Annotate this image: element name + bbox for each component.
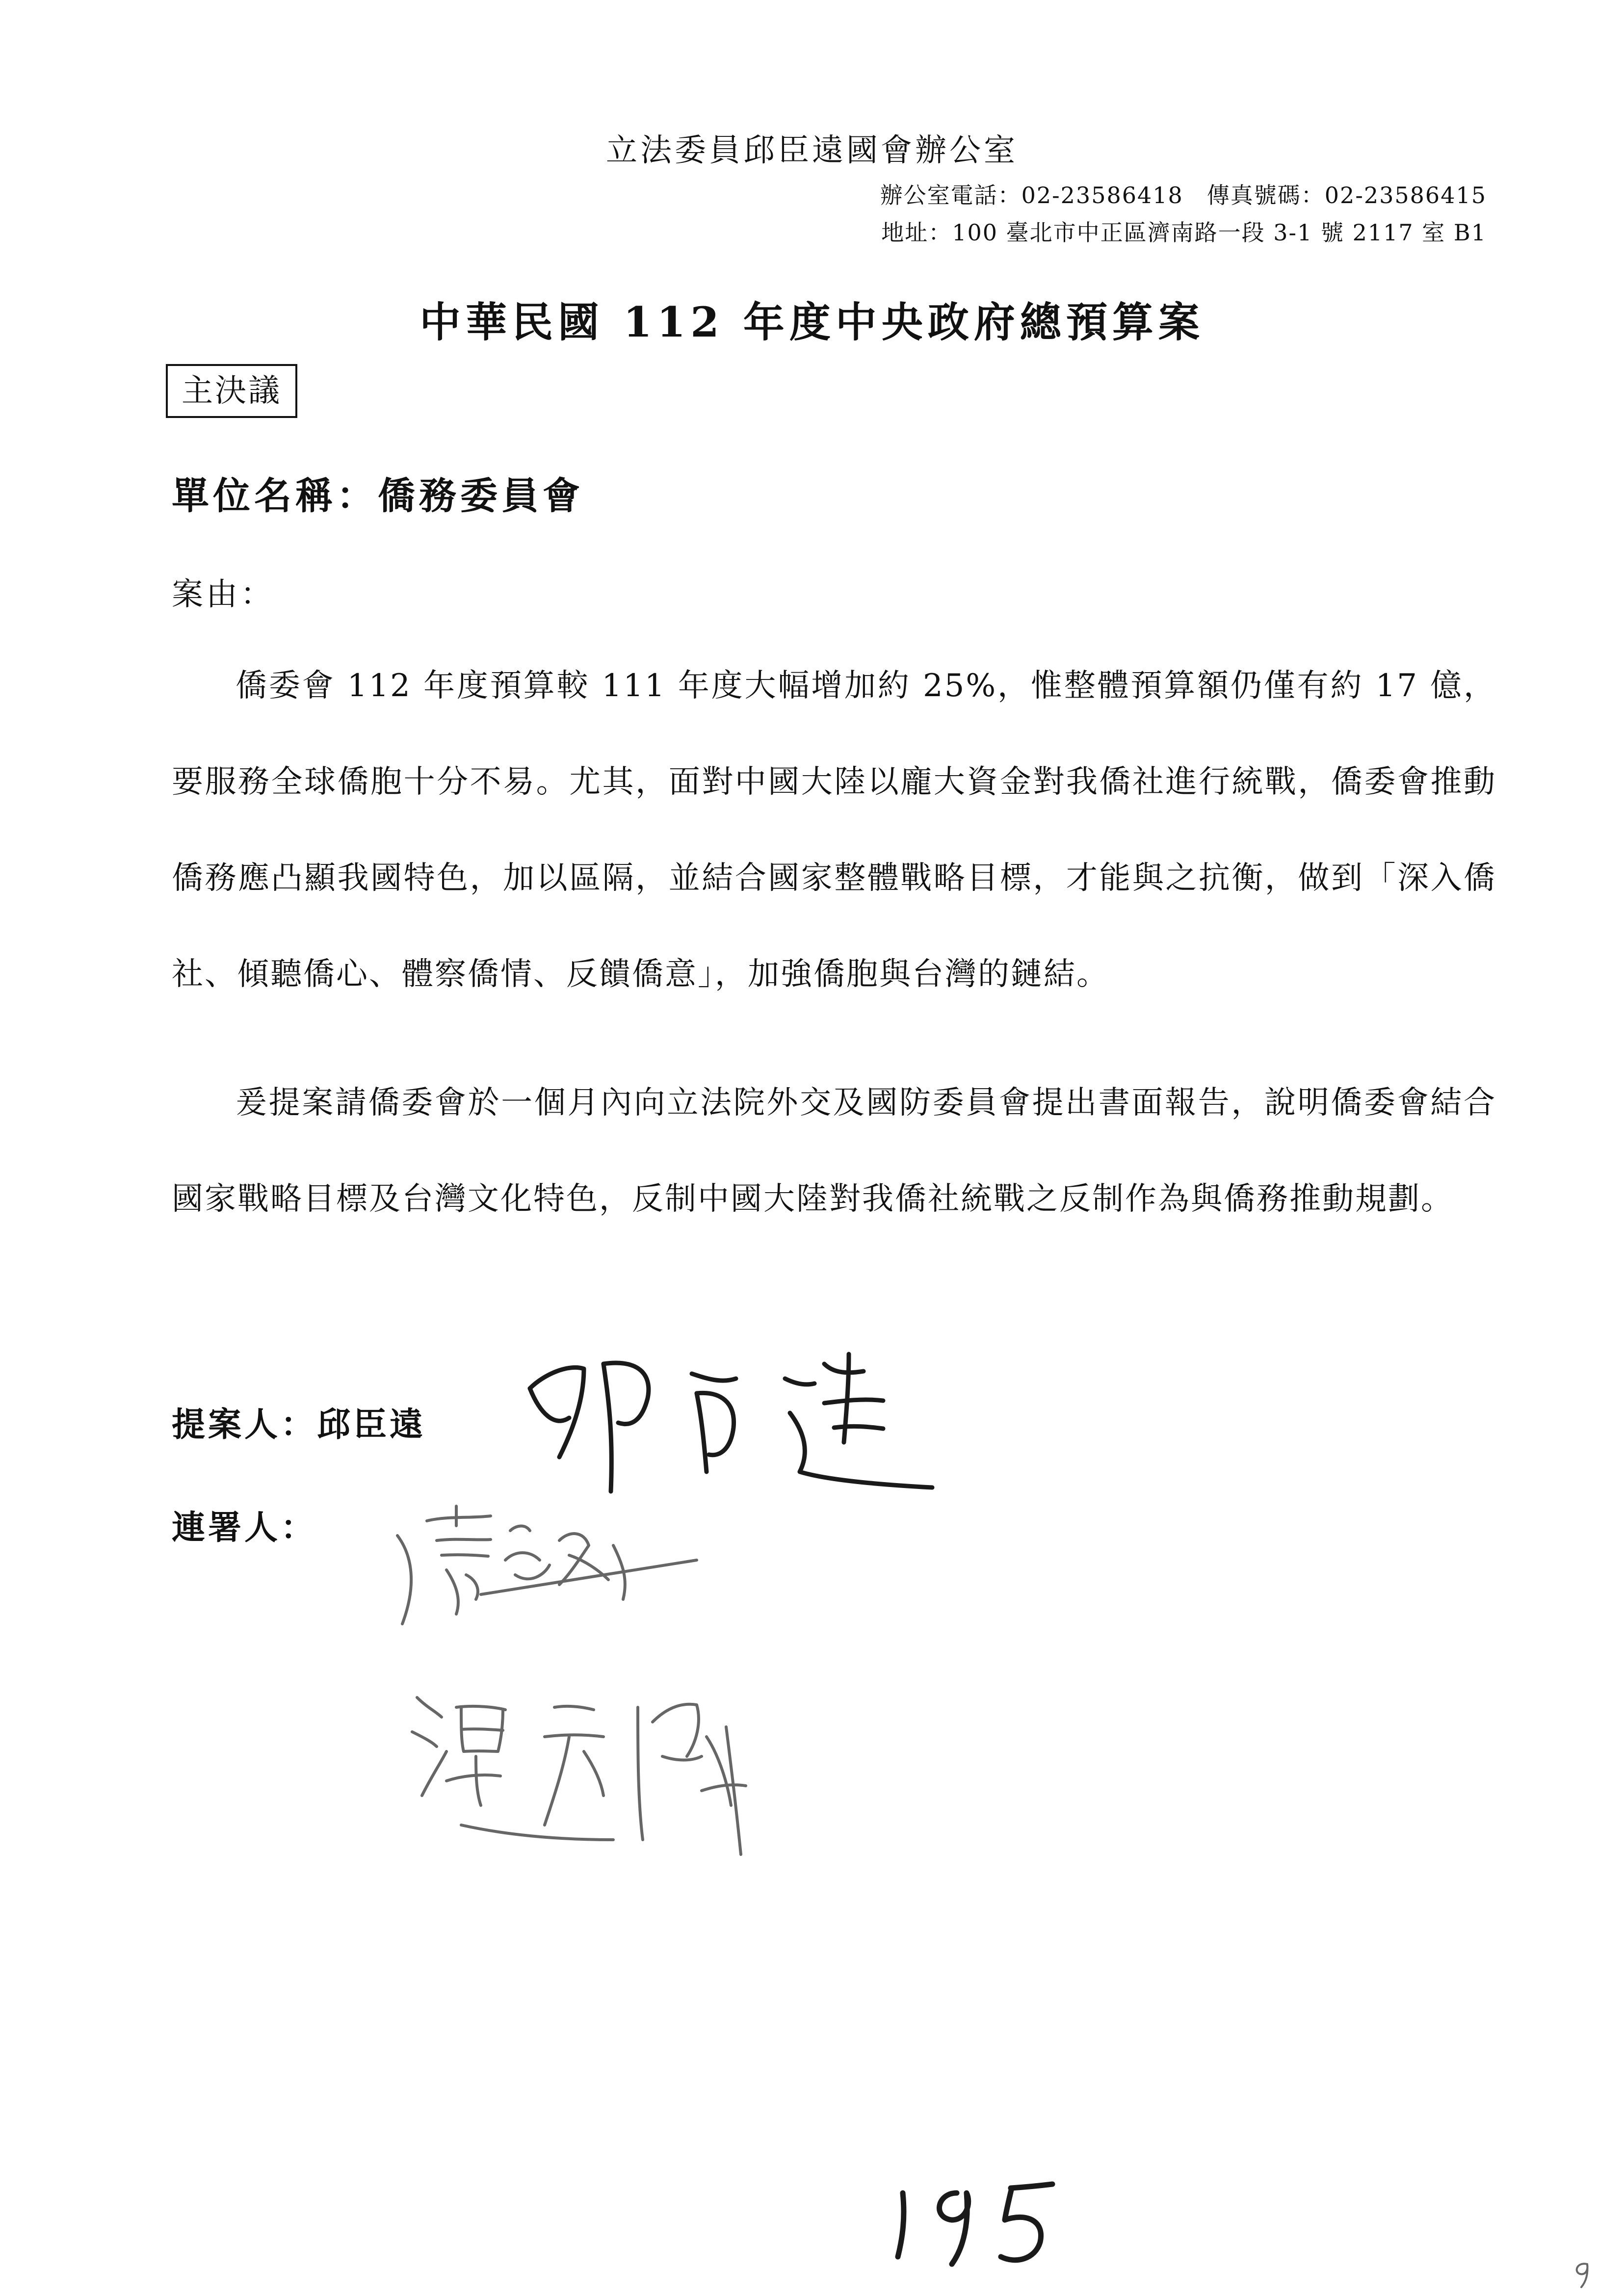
proposer-label: 提案人：	[172, 1405, 317, 1444]
unit-label: 單位名稱：	[172, 474, 378, 518]
unit-name-line	[172, 466, 584, 520]
contact-address: 地址：100 臺北市中正區濟南路一段 3-1 號 2117 室 B1	[881, 219, 1487, 246]
proposer-signature	[510, 1344, 952, 1501]
proposer-name: 邱臣遠	[317, 1405, 426, 1444]
handwritten-page-number	[883, 2173, 1070, 2271]
cosigner-signature-2	[407, 1678, 780, 1884]
cosigner-signature-1	[383, 1501, 726, 1658]
corner-mark	[1568, 2257, 1597, 2291]
proposer-line	[172, 1398, 426, 1446]
cause-label: 案由：	[172, 576, 275, 613]
cosigner-line	[172, 1501, 317, 1549]
office-name: 立法委員邱臣遠國會辦公室	[606, 132, 1018, 169]
body-paragraph-2: 爰提案請僑委會於一個月內向立法院外交及國防委員會提出書面報告，說明僑委會結合國家戰略目標及台灣文化特色，反制中國大陸對我僑社統戰之反制作為與僑務推動規劃。	[172, 1085, 1496, 1217]
body-paragraph-1: 僑委會 112 年度預算較 111 年度大幅增加約 25%，惟整體預算額仍僅有約 17 億，要服務全球僑胞十分不易。尤其，面對中國大陸以龐大資金對我僑社進行統戰，僑委會推動僑務應凸顯我國特色，加以區隔，並結合國家整體戰略目標，才能與之抗衡，做到「深入僑社、傾聽僑心、體察僑情、反饋僑意」，加強僑胞與台灣的鏈結。	[172, 668, 1496, 992]
resolution-type-box: 主決議	[166, 364, 297, 418]
unit-value: 僑務委員會	[378, 474, 584, 518]
cosigner-label: 連署人：	[172, 1508, 317, 1547]
document-title: 中華民國 112 年度中央政府總預算案	[419, 298, 1205, 346]
contact-phone-fax: 辦公室電話：02-23586418 傳真號碼：02-23586415	[880, 182, 1487, 209]
